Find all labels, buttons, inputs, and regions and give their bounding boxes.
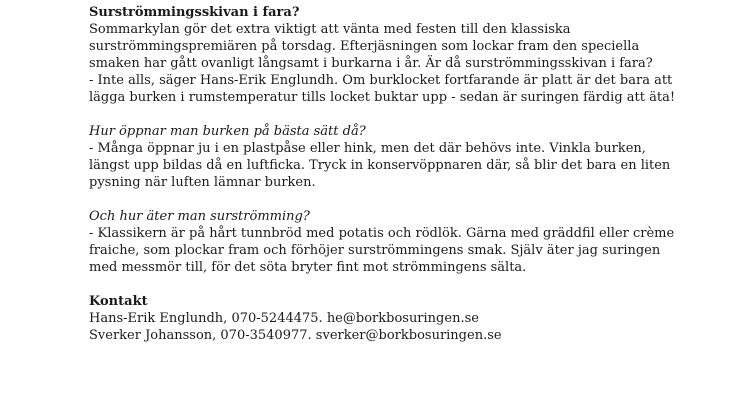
answer-line: - Klassikern är på hårt tunnbröd med potatis och rödlök. Gärna med gräddfil eller crème [89,226,675,241]
intro-line: surströmmingspremiären på torsdag. Efterjäsningen som lockar fram den speciella [89,39,640,54]
intro-line: Sommarkylan gör det extra viktigt att vänta med festen till den klassiska [89,22,571,37]
question-how-to-eat: Och hur äter man surströmming? [89,209,310,224]
answer-line: med messmör till, för det söta bryter fint mot strömmingens sälta. [89,260,527,275]
answer-line: pysning när luften lämnar burken. [89,175,316,190]
answer-line: - Många öppnar ju i en plastpåse eller hink, men det där behövs inte. Vinkla burken, [89,141,646,156]
contact-heading: Kontakt [89,294,148,309]
contact-email-link[interactable]: he@borkbosuringen.se [326,311,479,326]
contact-line [89,310,729,327]
intro-line: lägga burken i rumstemperatur tills locket buktar upp - sedan är suringen färdig att äta! [89,90,676,105]
intro-line: - Inte alls, säger Hans-Erik Englundh. Om burklocket fortfarande är platt är det bara att [89,73,673,88]
article-title: Surströmmingsskivan i fara? [89,5,300,20]
contact-name-phone: Hans-Erik Englundh, 070-5244475. [89,311,327,326]
intro-line: smaken har gått ovanligt långsamt i burkarna i år. Är då surströmmingsskivan i fara? [89,56,653,71]
answer-line: längst upp bildas då en luftficka. Tryck in konservöppnaren där, så blir det bara en liten [89,158,671,173]
document-body [89,4,729,344]
paragraph-gap [89,106,729,123]
contact-line [89,327,729,344]
contact-name-phone: Sverker Johansson, 070-3540977. [89,328,316,343]
answer-line: fraiche, som plockar fram och förhöjer surströmmingens smak. Själv äter jag suringen [89,243,661,258]
paragraph-gap [89,276,729,293]
question-open-can: Hur öppnar man burken på bästa sätt då? [89,124,366,139]
contact-email-link[interactable]: sverker@borkbosuringen.se [315,328,502,343]
paragraph-gap [89,191,729,208]
